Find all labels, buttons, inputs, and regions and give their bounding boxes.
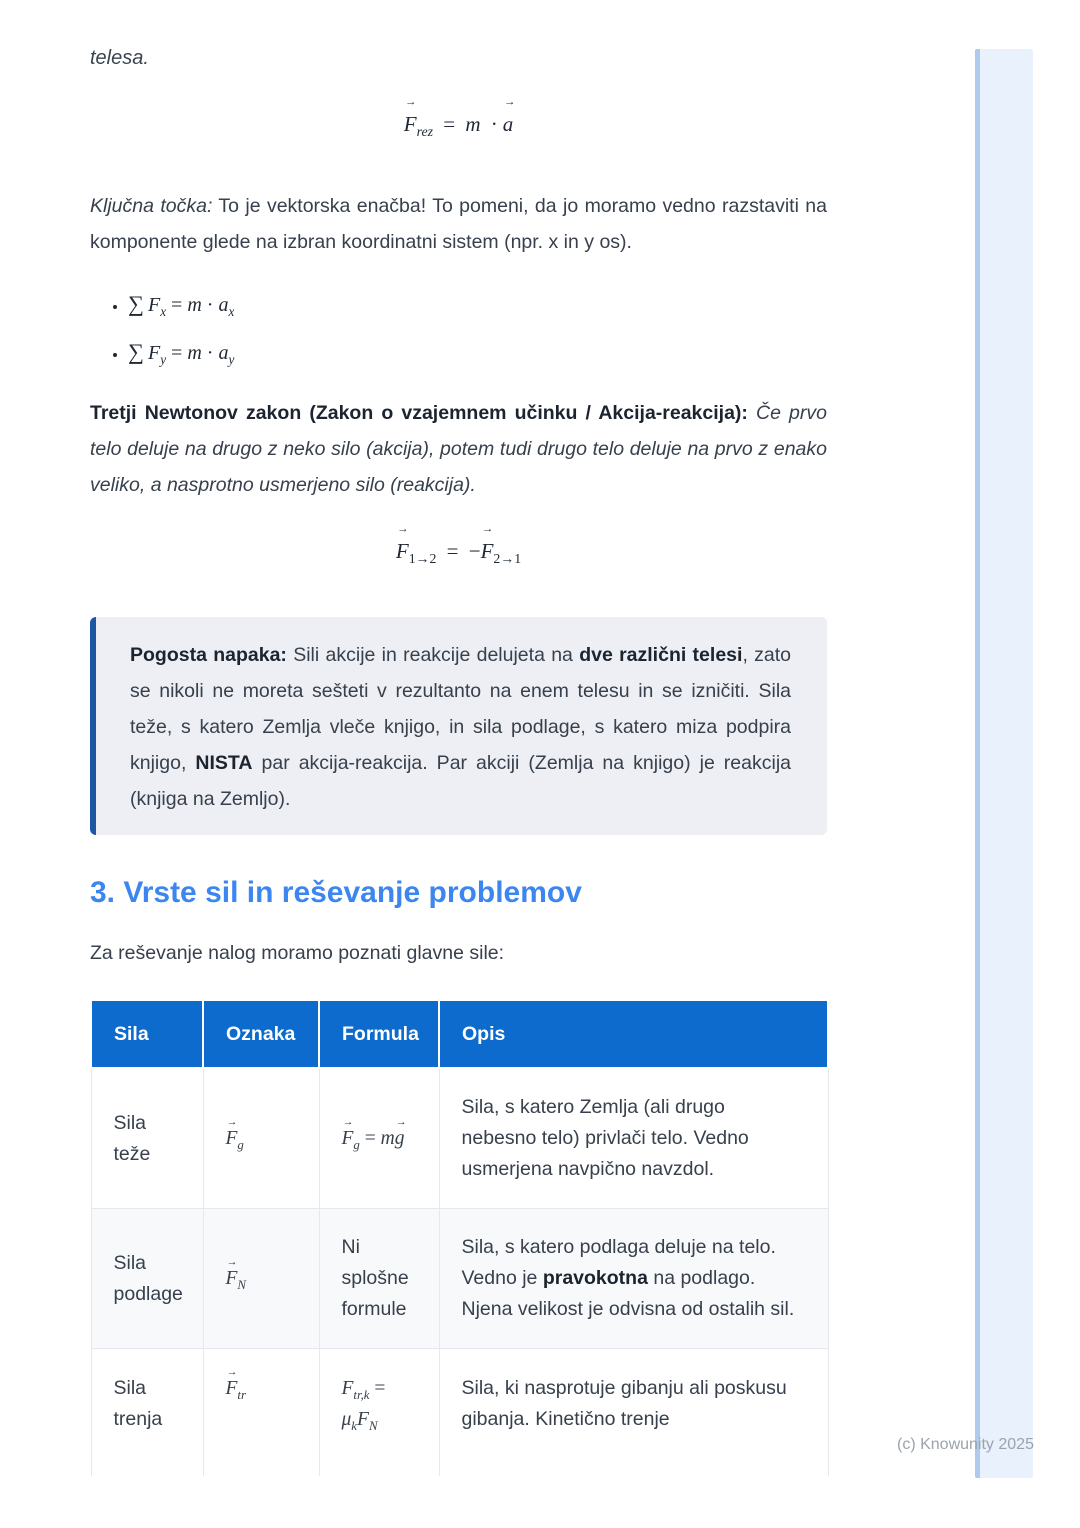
force-symbol: → $F_g$ xyxy=(203,1068,319,1209)
column-header-formula: Formula xyxy=(319,1000,439,1068)
column-header-oznaka: Oznaka xyxy=(203,1000,319,1068)
sigma-symbol: ∑ xyxy=(128,291,144,316)
document-content xyxy=(90,40,827,1476)
sigma-symbol: ∑ xyxy=(128,339,144,364)
equals-sign: = xyxy=(364,1128,376,1149)
vector-arrow-icon: → xyxy=(226,1365,238,1378)
section-heading: 3. Vrste sil in reševanje problemov xyxy=(90,876,582,909)
vector-F-2-1: → F xyxy=(480,523,494,563)
vector-Fg: → F xyxy=(225,1115,238,1149)
equation-sum-fx: • ∑ $F_x = m \cdot a_x$ xyxy=(128,286,827,323)
force-name: Sila trenja xyxy=(91,1349,203,1477)
table-row-normal-force xyxy=(91,1209,828,1349)
column-header-opis: Opis xyxy=(439,1000,828,1068)
force-formula xyxy=(319,1349,439,1477)
friction-formula-line1: $F_{tr,k}$ = xyxy=(341,1378,386,1402)
vector-arrow-icon: → xyxy=(395,1115,407,1128)
callout-lead: Pogosta napaka: xyxy=(130,644,287,666)
vector-FN: → F xyxy=(225,1255,238,1289)
dot-operator: · xyxy=(206,342,214,364)
force-description: Sila, s katero Zemlja (ali drugo nebesno telo) privlači telo. Vedno usmerjena navpično navzdol. xyxy=(439,1068,828,1209)
intro-line: telesa. xyxy=(90,47,149,69)
vector-a: → a xyxy=(502,96,516,136)
vector-g: → g xyxy=(394,1115,407,1149)
subscript-1-2: 1→2 xyxy=(408,551,437,567)
vector-arrow-icon: → xyxy=(397,523,409,536)
table-row-friction xyxy=(91,1349,828,1477)
equals-sign: = xyxy=(446,539,459,563)
force-description: Sila, ki nasprotuje gibanju ali poskusu gibanja. Kinetično trenje xyxy=(439,1349,828,1477)
column-header-sila: Sila xyxy=(91,1000,203,1068)
force-formula: → $F_g = m$ → g xyxy=(319,1068,439,1209)
paragraph-third-law xyxy=(90,395,827,503)
friction-formula-line2: $\mu_kF_N$ xyxy=(341,1409,378,1433)
vector-F-rez: → F xyxy=(403,96,417,136)
key-point-text: To je vektorska enačba! To pomeni, da jo moramo vedno razstaviti na komponente glede na izbran koordinatni sistem (npr. x in y os). xyxy=(90,195,827,253)
section-intro: Za reševanje nalog moramo poznati glavne sile: xyxy=(90,942,505,964)
force-name: Sila teže xyxy=(91,1068,203,1209)
vector-arrow-icon: → xyxy=(404,96,417,109)
vector-arrow-icon: → xyxy=(503,96,516,109)
dot-operator: · xyxy=(206,294,214,316)
vector-Fg: → F xyxy=(341,1115,354,1149)
paragraph-key-point xyxy=(90,188,827,260)
vector-F-1-2: → F xyxy=(395,523,409,563)
key-point-lead: Ključna točka: xyxy=(90,195,213,217)
callout-bold-nista: NISTA xyxy=(195,752,253,774)
watermark-text: (c) Knowunity 2025 xyxy=(897,1436,1034,1453)
force-symbol: → $F_{tr}$ xyxy=(203,1349,319,1477)
third-law-text: Če prvo telo deluje na drugo z neko silo (akcija), potem tudi drugo telo deluje na prvo z enako veliko, a nasprotno usmerjeno silo (reakcija). xyxy=(90,402,827,496)
vector-arrow-icon: → xyxy=(226,1255,238,1268)
callout-paragraph: Pogosta napaka: Sili akcije in reakcije delujeta na dve različni telesi, zato se nikoli ne moreta sešteti v rezultanto na enem telesu in se izničiti. Sila teže, s katero Zemlja vleče knjigo, in sila podlage, s katero miza podpira knjigo, NISTA par akcija-reakcija. Par akciji (Zemlja na knjigo) je reakcija (knjiga na Zemljo). xyxy=(130,644,792,810)
subscript-2-1: 2→1 xyxy=(493,551,522,567)
subscript-rez: rez xyxy=(416,124,433,140)
callout-bold-different-bodies: dve različni telesi xyxy=(579,644,743,666)
next-page-edge-panel xyxy=(975,49,1033,1478)
equals-sign: = xyxy=(171,294,183,316)
minus-sign: − xyxy=(468,539,481,563)
force-symbol: → $F_N$ xyxy=(203,1209,319,1349)
force-name: Sila podlage xyxy=(91,1209,203,1349)
vector-arrow-icon: → xyxy=(342,1115,354,1128)
mass-symbol: m xyxy=(465,112,481,136)
component-equations-list xyxy=(90,286,827,371)
force-formula: Ni splošne formule xyxy=(319,1209,439,1349)
dot-operator: · xyxy=(490,112,498,136)
equals-sign: = xyxy=(443,112,456,136)
table-header-row xyxy=(91,1000,828,1068)
formula-action-reaction xyxy=(90,523,827,571)
vector-arrow-icon: → xyxy=(226,1115,238,1128)
force-description: Sila, s katero podlaga deluje na telo. Vedno je pravokotna na podlago. Njena velikost je odvisna od ostalih sil. xyxy=(439,1209,828,1349)
equals-sign: = xyxy=(374,1378,386,1399)
vector-Ftr: → F xyxy=(225,1365,238,1399)
forces-table xyxy=(90,999,829,1476)
bold-pravokotna: pravokotna xyxy=(542,1267,648,1289)
vector-arrow-icon: → xyxy=(481,523,494,536)
third-law-lead: Tretji Newtonov zakon (Zakon o vzajemnem učinku / Akcija-reakcija): xyxy=(90,402,748,424)
formula-newton-second-law xyxy=(90,96,827,144)
common-mistake-callout xyxy=(90,617,827,835)
equals-sign: = xyxy=(171,342,183,364)
table-row-gravity xyxy=(91,1068,828,1209)
equation-sum-fy: • ∑ $F_y = m \cdot a_y$ xyxy=(128,334,827,371)
